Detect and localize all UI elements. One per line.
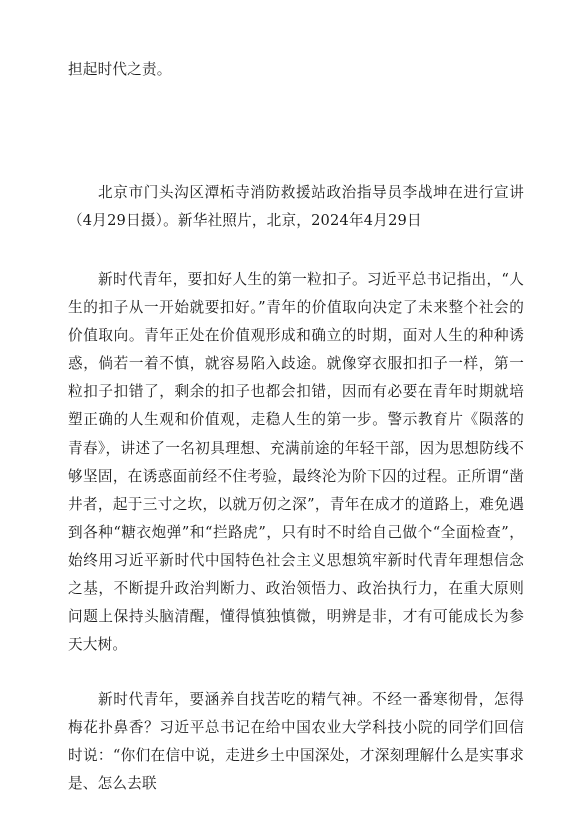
paragraph-continuation: 担起时代之责。: [68, 61, 172, 78]
paragraph-first-button: 新时代青年，要扣好人生的第一粒扣子。习近平总书记指出，“人生的扣子从一开始就要扣好。”青年的价值取向决定了未来整个社会的价值取向。青年正处在价值观形成和确立的时期，面对人生的种种诱惑，倘若一着不慎，就容易陷入歧途。就像穿衣服扣扣子一样，第一粒扣子扣错了，剩余的扣子也都会扣错，因而有必要在青年时期就培塑正确的人生观和价值观，走稳人生的第一步。警示教育片《陨落的青春》，讲述了一名初具理想、充满前途的年轻干部，因为思想防线不够坚固，在诱惑面前经不住考验，最终沦为阶下囚的过程。正所谓“凿井者，起于三寸之坎，以就万仞之深”，青年在成才的道路上，难免遇到各种“糖衣炮弹”和“拦路虎”，只有时不时给自己做个“全面检查”，始终用习近平新时代中国特色社会主义思想筑牢新时代青年理想信念之基，不断提升政治判断力、政治领悟力、政治执行力，在重大原则问题上保持头脑清醒，懂得慎独慎微，明辨是非，才有可能成长为参天大树。: [68, 271, 524, 654]
photo-caption: 北京市门头沟区潭柘寺消防救援站政治指导员李战坤在进行宣讲（4月29日摄）。新华社照片，北京，2024年4月29日: [68, 184, 524, 230]
paragraph-hardship-spirit: 新时代青年，要涵养自找苦吃的精气神。不经一番寒彻骨，怎得梅花扑鼻香？习近平总书记在给中国农业大学科技小院的同学们回信时说：“你们在信中说，走进乡土中国深处，才深刻理解什么是实事求是、怎么去联: [68, 691, 524, 793]
